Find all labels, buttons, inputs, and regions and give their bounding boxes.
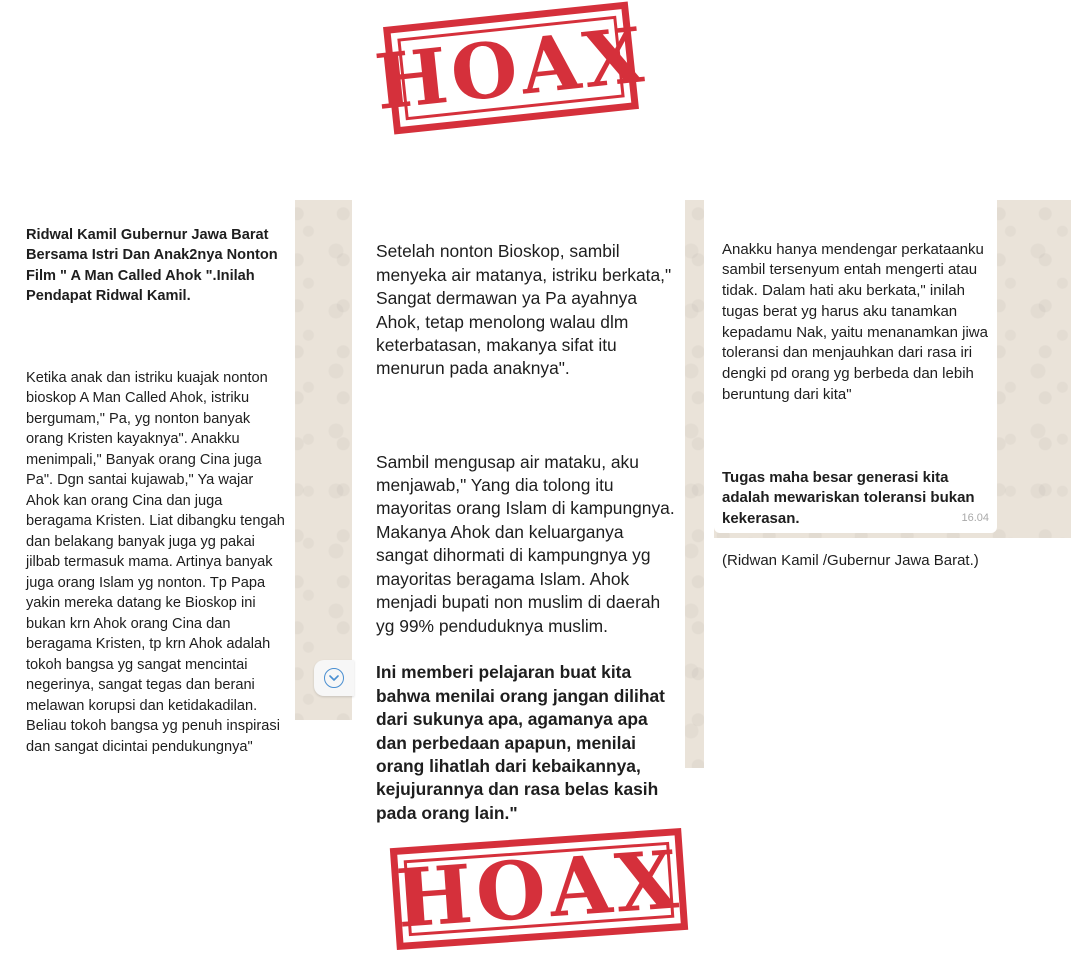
message-signature: (Ridwan Kamil /Gubernur Jawa Barat.) (722, 551, 979, 569)
message-timestamp: 16.04 (961, 512, 989, 525)
message-paragraph: Anakku hanya mendengar perkataanku sambil tersenyum entah mengerti atau tidak. Dalam hati aku berkata," inilah tugas berat yg harus aku tanamkan kepadamu Nak, yaitu menanamkan jiwa toleransi dan menjauhkan dari rasa iri dengki pd orang yg berbeda dan lebih beruntung dari kita" (722, 240, 988, 403)
hoax-stamp-bottom: HOAX (390, 828, 688, 950)
message-bubble-right (714, 200, 997, 569)
message-paragraph: Sambil mengusap air mataku, aku menjawab," Yang dia tolong itu mayoritas orang Islam di kampungnya. Makanya Ahok dan keluarganya sangat dihormati di kampungnya yg mayoritas beragama Islam. Ahok menjadi bupati non muslim di daerah yg 99% penduduknya muslim. (376, 451, 675, 636)
message-bold-paragraph: Tugas maha besar generasi kita adalah mewariskan toleransi bukan kekerasan. (722, 468, 975, 528)
message-bubble-left (12, 200, 295, 755)
message-heading: Ridwal Kamil Gubernur Jawa Barat Bersama Istri Dan Anak2nya Nonton Film " A Man Called Ahok ".Inilah Pendapat Ridwal Kamil. (26, 226, 278, 304)
message-body: Ketika anak dan istriku kuajak nonton bioskop A Man Called Ahok, istriku bergumam," Pa, yg nonton banyak orang Kristen kayaknya". Anakku menimpali," Banyak orang Cina juga Pa". Dgn santai kujawab," Ya wajar Ahok kan orang Cina dan juga beragama Kristen. Liat dibangku tengah dan belakang banyak juga yg pakai jilbab termasuk mama. Artinya banyak juga orang Islam yg nonton. Tp Papa yakin mereka datang ke Bioskop ini bukan krn Ahok orang Cina dan beragama Kristen, tp krn Ahok adalah tokoh bangsa yg sangat mencintai negerinya, sangat tegas dan berani melawan korupsi dan ketidakadilan. Beliau tokoh bangsa yg penuh inspirasi dan sangat dicintai pendukungnya" (26, 369, 285, 755)
chevron-down-circle-icon (324, 668, 344, 688)
scroll-down-button[interactable] (314, 660, 354, 696)
message-bold-paragraph: Ini memberi pelajaran buat kita bahwa menilai orang jangan dilihat dari sukunya apa, agamanya apa dan perbedaan apapun, menilai orang lihatlah dari kebaikannya, kejujurannya dan rasa belas kasih pada orang lain." (376, 662, 665, 823)
hoax-stamp-top: HOAX (383, 1, 639, 134)
message-paragraph: Setelah nonton Bioskop, sambil menyeka air matanya, istriku berkata," Sangat dermawan ya Pa ayahnya Ahok, tetap menolong walau dlm keterbatasan, makanya sifat itu menurun pada anaknya". (376, 241, 672, 379)
message-bubble-middle (367, 200, 685, 823)
